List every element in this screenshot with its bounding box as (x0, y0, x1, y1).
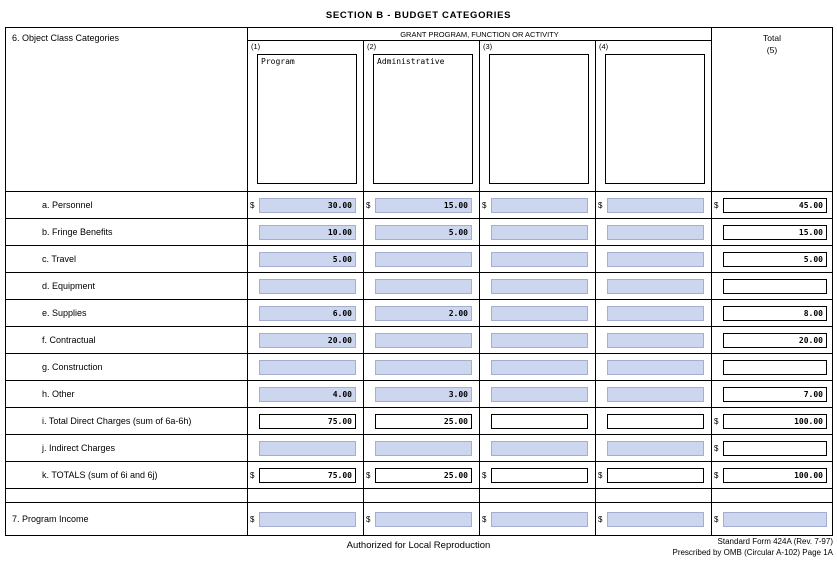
amount-input[interactable] (259, 387, 356, 402)
grant-column-3 (479, 41, 595, 191)
amount-input[interactable] (491, 512, 588, 527)
amount-input[interactable] (491, 198, 588, 213)
table-row-supplies (6, 299, 832, 326)
total-input[interactable] (723, 333, 827, 348)
total-input[interactable] (723, 198, 827, 213)
amount-input[interactable] (259, 360, 356, 375)
table-header (6, 28, 832, 191)
table-row-travel (6, 245, 832, 272)
amount-input[interactable] (259, 306, 356, 321)
budget-table (5, 27, 833, 536)
total-input[interactable] (723, 360, 827, 375)
amount-input[interactable] (375, 468, 472, 483)
row-label: d. Equipment (42, 281, 96, 291)
amount-input[interactable] (491, 333, 588, 348)
amount-input[interactable] (491, 414, 588, 429)
row-label: j. Indirect Charges (42, 443, 116, 453)
dollar-sign: $ (714, 514, 719, 524)
row-label: g. Construction (42, 362, 103, 372)
amount-input[interactable] (491, 387, 588, 402)
table-row-equipment (6, 272, 832, 299)
amount-input[interactable] (607, 306, 704, 321)
dollar-sign: $ (482, 470, 487, 480)
row-label: c. Travel (42, 254, 77, 264)
table-row-totals (6, 461, 832, 488)
dollar-sign: $ (366, 200, 371, 210)
grant-program-header: GRANT PROGRAM, FUNCTION OR ACTIVITY (247, 28, 711, 41)
amount-input[interactable] (259, 414, 356, 429)
amount-input[interactable] (259, 441, 356, 456)
table-row-contractual (6, 326, 832, 353)
amount-input[interactable] (607, 279, 704, 294)
amount-input[interactable] (375, 387, 472, 402)
row-label: a. Personnel (42, 200, 93, 210)
amount-input[interactable] (259, 333, 356, 348)
total-column-header (711, 28, 832, 191)
dollar-sign: $ (366, 470, 371, 480)
dollar-sign: $ (598, 200, 603, 210)
amount-input[interactable] (491, 468, 588, 483)
total-input[interactable] (723, 306, 827, 321)
spacer-row (6, 488, 832, 502)
total-input[interactable] (723, 512, 827, 527)
amount-input[interactable] (375, 252, 472, 267)
total-input[interactable] (723, 387, 827, 402)
total-column-number: (5) (766, 45, 778, 55)
amount-input[interactable] (607, 333, 704, 348)
amount-input[interactable] (375, 225, 472, 240)
amount-input[interactable] (491, 252, 588, 267)
amount-input[interactable] (491, 225, 588, 240)
object-class-header: 6. Object Class Categories (12, 33, 120, 43)
total-input[interactable] (723, 468, 827, 483)
column-number-4: (4) (599, 42, 609, 51)
table-row-program-income (6, 502, 832, 535)
row-label: e. Supplies (42, 308, 87, 318)
amount-input[interactable] (607, 198, 704, 213)
dollar-sign: $ (714, 416, 719, 426)
authorized-reproduction-text: Authorized for Local Reproduction (346, 540, 491, 551)
row-label: 7. Program Income (12, 514, 89, 524)
amount-input[interactable] (491, 360, 588, 375)
grant-column-4 (595, 41, 711, 191)
amount-input[interactable] (375, 333, 472, 348)
grant-column-1 (247, 41, 363, 191)
dollar-sign: $ (250, 200, 255, 210)
amount-input[interactable] (375, 512, 472, 527)
amount-input[interactable] (259, 252, 356, 267)
amount-input[interactable] (375, 360, 472, 375)
row-label: i. Total Direct Charges (sum of 6a-6h) (42, 416, 192, 426)
program-name-box-3[interactable] (489, 54, 589, 184)
dollar-sign: $ (250, 470, 255, 480)
amount-input[interactable] (259, 468, 356, 483)
amount-input[interactable] (607, 387, 704, 402)
dollar-sign: $ (714, 200, 719, 210)
dollar-sign: $ (482, 514, 487, 524)
amount-input[interactable] (607, 512, 704, 527)
dollar-sign: $ (598, 470, 603, 480)
amount-input[interactable] (259, 225, 356, 240)
table-row-indirect-charges (6, 434, 832, 461)
page-title: SECTION B - BUDGET CATEGORIES (325, 10, 512, 21)
amount-input[interactable] (491, 306, 588, 321)
amount-input[interactable] (491, 441, 588, 456)
program-name-box-4[interactable] (605, 54, 705, 184)
total-input[interactable] (723, 252, 827, 267)
table-row-personnel (6, 191, 832, 218)
amount-input[interactable] (607, 225, 704, 240)
grant-column-2 (363, 41, 479, 191)
table-row-fringe-benefits (6, 218, 832, 245)
table-row-construction (6, 353, 832, 380)
dollar-sign: $ (714, 443, 719, 453)
amount-input[interactable] (375, 414, 472, 429)
table-row-total-direct-charges (6, 407, 832, 434)
prescribed-by: Prescribed by OMB (Circular A-102) Page 1A (672, 548, 833, 557)
amount-input[interactable] (259, 279, 356, 294)
amount-input[interactable] (259, 512, 356, 527)
amount-input[interactable] (607, 441, 704, 456)
program-name-box-1[interactable]: Program (257, 54, 357, 184)
amount-input[interactable] (607, 252, 704, 267)
amount-input[interactable] (259, 198, 356, 213)
total-label: Total (763, 33, 781, 43)
column-number-1: (1) (251, 42, 261, 51)
dollar-sign: $ (250, 514, 255, 524)
column-number-2: (2) (367, 42, 377, 51)
table-row-other (6, 380, 832, 407)
row-label: k. TOTALS (sum of 6i and 6j) (42, 470, 158, 480)
form-number: Standard Form 424A (Rev. 7-97) (717, 537, 833, 546)
program-name-box-2[interactable]: Administrative (373, 54, 473, 184)
dollar-sign: $ (366, 514, 371, 524)
amount-input[interactable] (375, 198, 472, 213)
total-input[interactable] (723, 441, 827, 456)
row-label: h. Other (42, 389, 75, 399)
dollar-sign: $ (482, 200, 487, 210)
amount-input[interactable] (491, 279, 588, 294)
total-input[interactable] (723, 414, 827, 429)
amount-input[interactable] (375, 441, 472, 456)
total-input[interactable] (723, 279, 827, 294)
amount-input[interactable] (375, 279, 472, 294)
row-label: f. Contractual (42, 335, 96, 345)
form-identification (672, 536, 833, 558)
amount-input[interactable] (607, 414, 704, 429)
dollar-sign: $ (714, 470, 719, 480)
dollar-sign: $ (598, 514, 603, 524)
column-number-3: (3) (483, 42, 493, 51)
amount-input[interactable] (607, 360, 704, 375)
amount-input[interactable] (607, 468, 704, 483)
row-label: b. Fringe Benefits (42, 227, 113, 237)
total-input[interactable] (723, 225, 827, 240)
amount-input[interactable] (375, 306, 472, 321)
